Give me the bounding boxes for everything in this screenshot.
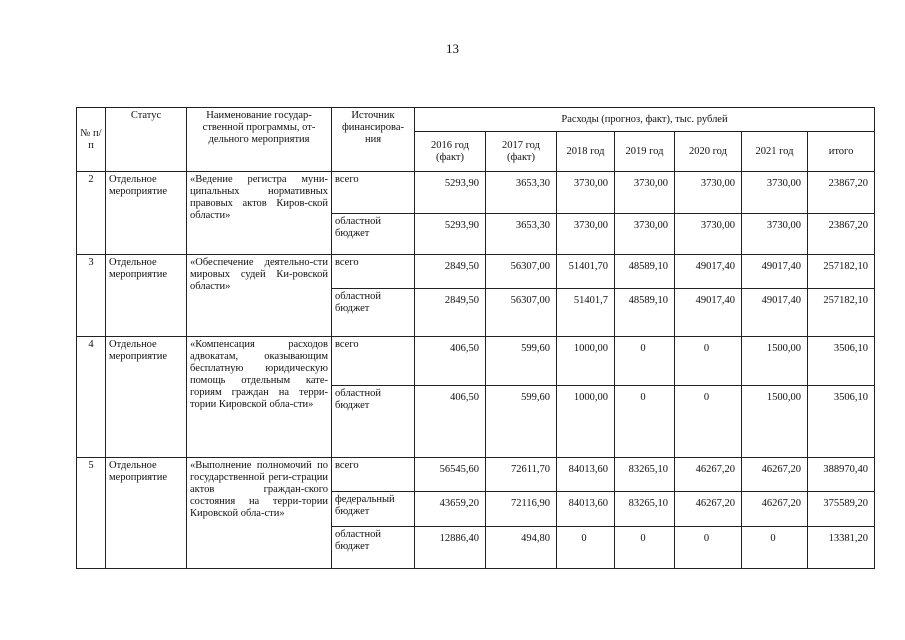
budget-table bbox=[76, 107, 875, 569]
value-cell: 51401,70 bbox=[557, 254, 615, 288]
row-program-name: «Обеспечение деятельно-сти мировых судей Ки-ровской области» bbox=[187, 254, 332, 337]
value-cell: 3730,00 bbox=[742, 172, 808, 214]
value-cell: 83265,10 bbox=[615, 492, 675, 526]
value-cell: 56545,60 bbox=[415, 458, 486, 492]
table-row bbox=[77, 337, 875, 385]
header-year: 2018 год bbox=[557, 132, 615, 172]
value-cell: 49017,40 bbox=[675, 288, 742, 336]
row-number: 2 bbox=[77, 172, 106, 255]
table-row bbox=[77, 172, 875, 214]
header-name: Наименование государ-ственной программы, от-дельного мероприятия bbox=[187, 108, 332, 172]
row-program-name: «Компенсация расходов адвокатам, оказывающим бесплатную юридическую помощь отдельным кате-гориям граждан на терри-тории Кировской обла-сти» bbox=[187, 337, 332, 458]
value-cell: 49017,40 bbox=[675, 254, 742, 288]
header-year: 2019 год bbox=[615, 132, 675, 172]
value-cell: 0 bbox=[615, 526, 675, 568]
funding-source: областной бюджет bbox=[332, 526, 415, 568]
value-cell: 46267,20 bbox=[675, 458, 742, 492]
header-year: 2020 год bbox=[675, 132, 742, 172]
value-cell: 3730,00 bbox=[615, 172, 675, 214]
value-cell: 46267,20 bbox=[742, 458, 808, 492]
value-cell: 3730,00 bbox=[615, 214, 675, 254]
header-status: Статус bbox=[106, 108, 187, 172]
funding-source: всего bbox=[332, 458, 415, 492]
value-cell: 72116,90 bbox=[486, 492, 557, 526]
row-number: 5 bbox=[77, 458, 106, 569]
row-number: 4 bbox=[77, 337, 106, 458]
funding-source: областной бюджет bbox=[332, 288, 415, 336]
value-cell: 0 bbox=[615, 337, 675, 385]
value-cell: 3730,00 bbox=[675, 172, 742, 214]
table-body bbox=[77, 172, 875, 569]
value-cell: 3653,30 bbox=[486, 214, 557, 254]
value-cell: 56307,00 bbox=[486, 254, 557, 288]
value-cell: 0 bbox=[615, 385, 675, 458]
header-num: № п/п bbox=[77, 108, 106, 172]
value-cell: 1500,00 bbox=[742, 385, 808, 458]
value-cell: 12886,40 bbox=[415, 526, 486, 568]
value-cell: 0 bbox=[675, 385, 742, 458]
value-cell: 2849,50 bbox=[415, 288, 486, 336]
value-cell: 46267,20 bbox=[742, 492, 808, 526]
funding-source: федеральный бюджет bbox=[332, 492, 415, 526]
value-cell: 2849,50 bbox=[415, 254, 486, 288]
value-cell: 3730,00 bbox=[557, 172, 615, 214]
header-year: 2017 год (факт) bbox=[486, 132, 557, 172]
row-status: Отдельное мероприятие bbox=[106, 172, 187, 255]
funding-source: областной бюджет bbox=[332, 385, 415, 458]
value-cell: 51401,7 bbox=[557, 288, 615, 336]
value-cell: 1500,00 bbox=[742, 337, 808, 385]
total-cell: 388970,40 bbox=[808, 458, 875, 492]
value-cell: 5293,90 bbox=[415, 214, 486, 254]
funding-source: областной бюджет bbox=[332, 214, 415, 254]
header-source: Источник финансирова-ния bbox=[332, 108, 415, 172]
table-row bbox=[77, 254, 875, 288]
value-cell: 48589,10 bbox=[615, 254, 675, 288]
header-year: 2021 год bbox=[742, 132, 808, 172]
value-cell: 72611,70 bbox=[486, 458, 557, 492]
total-cell: 257182,10 bbox=[808, 254, 875, 288]
value-cell: 3730,00 bbox=[742, 214, 808, 254]
value-cell: 0 bbox=[675, 526, 742, 568]
total-cell: 23867,20 bbox=[808, 214, 875, 254]
value-cell: 1000,00 bbox=[557, 385, 615, 458]
table-row bbox=[77, 458, 875, 492]
value-cell: 84013,60 bbox=[557, 492, 615, 526]
funding-source: всего bbox=[332, 254, 415, 288]
value-cell: 406,50 bbox=[415, 337, 486, 385]
page-number: 13 bbox=[446, 41, 459, 56]
value-cell: 49017,40 bbox=[742, 254, 808, 288]
value-cell: 43659,20 bbox=[415, 492, 486, 526]
value-cell: 0 bbox=[675, 337, 742, 385]
value-cell: 599,60 bbox=[486, 385, 557, 458]
total-cell: 3506,10 bbox=[808, 385, 875, 458]
value-cell: 56307,00 bbox=[486, 288, 557, 336]
value-cell: 0 bbox=[742, 526, 808, 568]
value-cell: 5293,90 bbox=[415, 172, 486, 214]
value-cell: 1000,00 bbox=[557, 337, 615, 385]
value-cell: 84013,60 bbox=[557, 458, 615, 492]
header-total: итого bbox=[808, 132, 875, 172]
value-cell: 599,60 bbox=[486, 337, 557, 385]
row-status: Отдельное мероприятие bbox=[106, 254, 187, 337]
row-program-name: «Выполнение полномочий по государственной реги-страции актов граждан-ского состояния на терри-тории Кировской обла-сти» bbox=[187, 458, 332, 569]
funding-source: всего bbox=[332, 337, 415, 385]
header-year: 2016 год (факт) bbox=[415, 132, 486, 172]
value-cell: 83265,10 bbox=[615, 458, 675, 492]
row-status: Отдельное мероприятие bbox=[106, 337, 187, 458]
value-cell: 3653,30 bbox=[486, 172, 557, 214]
value-cell: 3730,00 bbox=[675, 214, 742, 254]
value-cell: 494,80 bbox=[486, 526, 557, 568]
row-status: Отдельное мероприятие bbox=[106, 458, 187, 569]
value-cell: 0 bbox=[557, 526, 615, 568]
total-cell: 257182,10 bbox=[808, 288, 875, 336]
row-number: 3 bbox=[77, 254, 106, 337]
value-cell: 49017,40 bbox=[742, 288, 808, 336]
value-cell: 3730,00 bbox=[557, 214, 615, 254]
header-expenses: Расходы (прогноз, факт), тыс. рублей bbox=[415, 108, 875, 132]
total-cell: 13381,20 bbox=[808, 526, 875, 568]
total-cell: 23867,20 bbox=[808, 172, 875, 214]
funding-source: всего bbox=[332, 172, 415, 214]
value-cell: 406,50 bbox=[415, 385, 486, 458]
value-cell: 46267,20 bbox=[675, 492, 742, 526]
row-program-name: «Ведение регистра муни-ципальных нормативных правовых актов Киров-ской области» bbox=[187, 172, 332, 255]
total-cell: 3506,10 bbox=[808, 337, 875, 385]
value-cell: 48589,10 bbox=[615, 288, 675, 336]
total-cell: 375589,20 bbox=[808, 492, 875, 526]
